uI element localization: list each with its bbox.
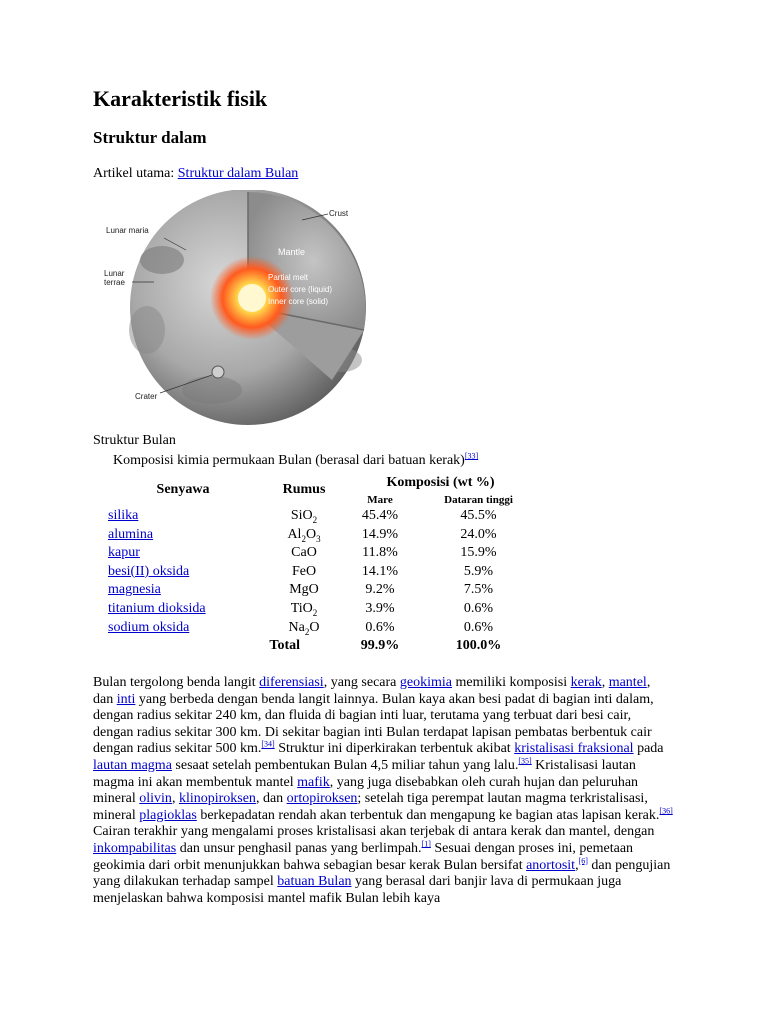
composition-table [100,474,539,656]
formula-cell: CaO [291,545,317,561]
text-run: yang berbeda dengan benda langit lainnya. Bulan kaya akan besi padat di bagian inti dalam, dengan radius sekitar 240 km, dan fluida di bagian inti luar, terutama yang terbuat dari besi cair, dengan radius sekitar 300 km. Di sekitar bagian inti Bulan terdapat lapisan pembatas berbentuk cair dengan radius sekitar 500 km. [93,691,654,757]
text-run: Sesuai dengan proses ini, pemetaan geokimia dari orbit menunjukkan bahwa sebagian besar kerak Bulan bersifat [93,840,634,873]
table-total-row [100,637,539,656]
table-row [100,563,539,582]
body-paragraph [93,675,673,907]
moon-cutaway-illustration [102,190,384,428]
link-klinopiroksen[interactable]: klinopiroksen [178,791,256,807]
text-run: , dan [93,675,651,707]
table-row [100,507,539,526]
label-outer-core: Outer core (liquid) [268,285,333,294]
table-caption-text: Komposisi kimia permukaan Bulan (berasal dari batuan kerak) [113,453,465,468]
text-run: , yang secara [323,675,400,690]
formula-cell: FeO [291,563,317,579]
header-formula: Rumus [282,482,326,498]
text-run: , dan [255,791,287,807]
formula-cell: SiO$_2$ [290,508,318,525]
label-lunar-terrae-line1: Lunar [104,269,125,278]
link-lautan-magma[interactable]: lautan magma [93,757,172,773]
section-heading: Karakteristik fisik [93,86,268,111]
link-inti[interactable]: inti [116,691,136,707]
table-caption [113,453,478,469]
mare-value: 14.9% [361,526,399,542]
header-composition: Komposisi (wt %) [386,475,495,491]
link-diferensiasi[interactable]: diferensiasi [259,675,324,690]
compound-link-besi-oksida[interactable]: besi(II) oksida [108,563,190,579]
formula-cell: $Na_2O$ [288,619,320,637]
text-run: pada [633,741,664,757]
compound-link-alumina[interactable]: alumina [108,526,154,542]
label-mantle: Mantle [278,247,306,257]
table-row [100,544,539,563]
link-anortosit[interactable]: anortosit [526,857,576,873]
link-mantel[interactable]: mantel [608,675,647,690]
ref-6-link[interactable]: [6] [578,855,588,865]
compound-link-kapur[interactable]: kapur [108,545,140,561]
link-kristalisasi-fraksional[interactable]: kristalisasi fraksional [514,741,634,757]
highlands-value: 15.9% [460,545,497,561]
compound-link-magnesia[interactable]: magnesia [108,582,161,598]
mare-value: 14.1% [361,563,399,579]
text-run: , [575,857,579,873]
ref-34-link[interactable]: [34] [261,739,275,749]
ref-36-link[interactable]: [36] [659,806,673,816]
figure-caption: Struktur Bulan [93,433,176,448]
text-run: berkepadatan rendah akan terbentuk dan mengapung ke bagian atas lapisan kerak. [196,807,660,823]
mare-value: 45.4% [361,508,399,523]
highlands-value: 7.5% [463,582,494,598]
text-run: dan pengujian yang dilakukan terhadap sampel [93,857,671,890]
mare-value: 0.6% [365,619,395,635]
text-run: sesaat setelah pembentukan Bulan 4,5 miliar tahun yang lalu. [171,757,519,773]
header-mare: Mare [367,494,393,506]
text-run: , [601,675,609,690]
moon-structure-figure [102,190,384,428]
crater-mark [212,366,224,378]
text-run: memiliki komposisi [451,675,571,690]
main-article-note [93,166,298,182]
link-mafik[interactable]: mafik [297,774,330,790]
table-row [100,600,539,619]
text-run: Cairan terakhir yang mengalami proses kristalisasi akan terjebak di antara kerak dan mantel, dengan [93,824,655,840]
compound-link-silika[interactable]: silika [108,508,139,523]
link-batuan-bulan[interactable]: batuan Bulan [277,874,352,890]
text-run: , [171,791,179,807]
label-crust: Crust [329,209,349,218]
header-compound: Senyawa [156,482,210,498]
link-geokimia[interactable]: geokimia [399,675,452,690]
link-inkompabilitas[interactable]: inkompabilitas [93,840,177,856]
table-row [100,526,539,545]
mare-value: 9.2% [365,582,395,598]
label-lunar-terrae-line2: terrae [104,278,125,287]
mare-value: 3.9% [365,600,395,616]
highlands-value: 45.5% [460,508,497,523]
total-highlands: 100.0% [455,638,502,654]
subsection-heading: Struktur dalam [93,128,207,147]
ref-33-link[interactable]: [33] [464,451,479,461]
main-article-link[interactable]: Struktur dalam Bulan [177,166,299,181]
formula-cell: $Al_2O_3$ [287,526,321,544]
label-lunar-maria: Lunar maria [106,226,149,235]
highlands-value: 0.6% [463,619,494,635]
text-run: Kristalisasi lautan magma ini akan membentuk mantel [93,757,636,790]
link-ortopiroksen[interactable]: ortopiroksen [286,791,358,807]
label-inner-core: Inner core (solid) [268,297,329,306]
text-run: Struktur ini diperkirakan terbentuk akibat [274,741,515,757]
main-article-prefix: Artikel utama: [93,166,178,181]
text-run: dan unsur penghasil panas yang berlimpah. [176,840,422,856]
label-crater: Crater [135,392,158,401]
ref-35-link[interactable]: [35] [518,756,532,766]
table-row [100,581,539,600]
link-olivin[interactable]: olivin [139,791,172,807]
total-label: Total [269,638,300,654]
compound-link-sodium-oksida[interactable]: sodium oksida [108,619,190,635]
text-run: Bulan tergolong benda langit [93,675,260,690]
link-plagioklas[interactable]: plagioklas [139,807,197,823]
text-run: ; setelah tiga perempat lautan magma terkristalisasi, mineral [93,791,648,823]
compound-link-titanium-dioksida[interactable]: titanium dioksida [108,600,206,616]
highlands-value: 24.0% [460,526,497,542]
label-partial-melt: Partial melt [268,273,309,282]
highlands-value: 0.6% [463,600,494,616]
formula-cell: TiO$_2$ [290,600,318,618]
formula-cell: MgO [289,582,319,598]
header-highlands: Dataran tinggi [444,494,513,506]
highlands-value: 5.9% [463,563,494,579]
inner-core [238,284,266,312]
link-kerak[interactable]: kerak [570,675,602,690]
table-row [100,619,539,638]
mare-value: 11.8% [362,545,398,561]
text-run: , yang juga disebabkan oleh curah hujan dan peluruhan mineral [93,774,639,807]
total-mare: 99.9% [360,638,400,654]
text-run: yang berasal dari banjir lava di permukaan juga menjelaskan bahwa komposisi mantel mafik Bulan lebih kaya [93,874,622,906]
ref-1-link[interactable]: [1] [421,839,431,849]
